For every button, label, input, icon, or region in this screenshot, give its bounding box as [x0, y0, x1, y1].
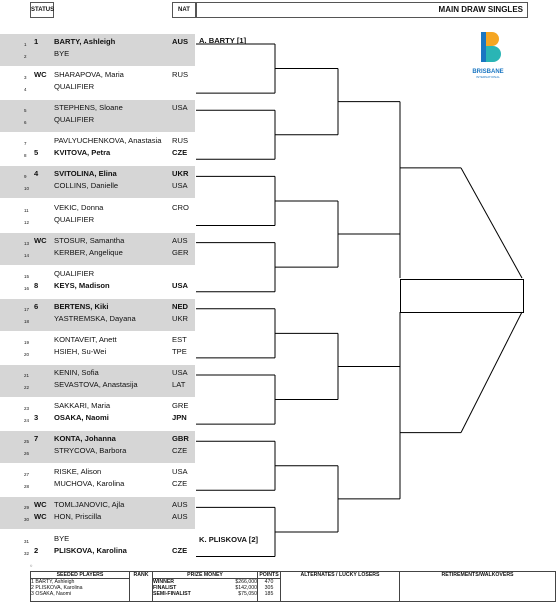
draw-number: 2	[24, 54, 27, 59]
draw-number: 13	[24, 240, 30, 246]
retirements-box: RETIREMENTS/WALKOVERS	[399, 571, 556, 602]
champion-box	[400, 279, 524, 313]
draw-number: 22	[24, 385, 30, 390]
player-name: SAKKARI, Maria	[54, 401, 111, 411]
player-name: KVITOVA, Petra	[54, 148, 111, 158]
draw-number: 14	[24, 252, 30, 258]
player-nat: USA	[172, 181, 188, 191]
draw-number: 4	[24, 87, 27, 93]
draw-number: 5	[24, 108, 27, 114]
player-name: STEPHENS, Sloane	[54, 103, 123, 113]
player-nat: AUS	[172, 512, 188, 522]
logo-word: BRISBANE	[472, 69, 504, 75]
player-name: VEKIC, Donna	[54, 202, 104, 212]
draw-number: 21	[24, 373, 30, 378]
player-name: STOSUR, Samantha	[54, 235, 125, 245]
entry-status: WC	[34, 500, 47, 510]
draw-number: 18	[24, 318, 30, 324]
player-nat: JPN	[172, 413, 187, 423]
player-name: BERTENS, Kiki	[54, 301, 109, 311]
player-name: COLLINS, Danielle	[54, 181, 119, 191]
player-nat: EST	[172, 334, 187, 344]
draw-number: 26	[24, 451, 30, 457]
player-name: TOMLJANOVIC, Ajla	[54, 500, 125, 510]
player-nat: USA	[172, 103, 188, 113]
draw-number: 24	[24, 418, 30, 424]
draw-number: 17	[24, 306, 30, 312]
player-nat: CZE	[172, 545, 188, 555]
player-name: RISKE, Alison	[54, 467, 102, 477]
draw-number: 20	[24, 351, 30, 357]
player-nat: TPE	[172, 346, 187, 356]
draw-number: 30	[24, 517, 30, 523]
points-title: POINTS	[259, 572, 279, 578]
player-name: KONTAVEIT, Anett	[54, 334, 117, 344]
draw-number: 1	[24, 42, 27, 47]
prize-row-3: SEMI-FINALIST $75,050	[153, 591, 257, 597]
draw-number: 23	[24, 406, 30, 412]
player-name: PLISKOVA, Karolina	[54, 545, 127, 555]
player-name: STRYCOVA, Barbora	[54, 446, 127, 456]
bracket-line	[461, 312, 522, 433]
player-name: BYE	[54, 533, 70, 543]
draw-number: 8	[24, 153, 27, 159]
seed-row-1: 1 BARTY, Ashleigh	[31, 579, 75, 585]
player-name: KONTA, Johanna	[54, 434, 116, 444]
player-name: SHARAPOVA, Maria	[54, 70, 124, 80]
entry-status: WC	[34, 70, 47, 80]
draw-number: 31	[24, 538, 30, 544]
advance-bottom: K. PLISKOVA [2]	[199, 535, 259, 544]
seeded-title: SEEDED PLAYERS	[31, 572, 129, 579]
player-name: QUALIFIER	[54, 214, 95, 224]
player-nat: USA	[172, 280, 189, 290]
seed-number: 8	[34, 280, 39, 290]
prize-row-2: FINALIST $142,000	[153, 585, 257, 591]
player-nat: RUS	[172, 70, 189, 80]
seed-number: 2	[34, 545, 39, 555]
seed-number: 1	[34, 37, 39, 46]
player-nat: USA	[172, 467, 188, 477]
prize-box	[152, 571, 258, 602]
seed-row-2: 2 PLISKOVA, Karolina	[31, 585, 83, 591]
draw-number: 32	[24, 550, 30, 556]
player-nat: GBR	[172, 434, 189, 444]
player-nat: AUS	[172, 235, 188, 245]
draw-number: 27	[24, 472, 30, 478]
bracket-line	[461, 168, 522, 278]
player-name: BYE	[54, 49, 70, 58]
player-nat: AUS	[172, 37, 189, 46]
draw-number: 3	[24, 75, 27, 81]
seed-number: 7	[34, 434, 39, 444]
draw-number: 19	[24, 339, 30, 345]
player-name: QUALIFIER	[54, 268, 95, 278]
pts-3: 185	[264, 591, 274, 597]
player-nat: AUS	[172, 500, 188, 510]
player-name: KERBER, Angelique	[54, 247, 123, 257]
player-name: HSIEH, Su-Wei	[54, 346, 107, 356]
entry-status: WC	[34, 512, 47, 522]
player-nat: UKR	[172, 169, 189, 179]
seed-number: 6	[34, 301, 39, 311]
seeded-box	[30, 571, 130, 602]
draw-number: 29	[24, 505, 30, 511]
player-name: HON, Priscilla	[54, 512, 102, 522]
player-nat: GER	[172, 247, 189, 257]
player-name: OSAKA, Naomi	[54, 413, 109, 423]
draw-number: 16	[24, 285, 30, 291]
player-name: MUCHOVA, Karolina	[54, 479, 125, 489]
seed-row-3: 3 OSAKA, Naomi	[31, 591, 72, 597]
seed-number: 4	[34, 169, 39, 179]
player-name: SEVASTOVA, Anastasija	[54, 380, 138, 389]
player-nat: CRO	[172, 202, 189, 212]
draw-number: 25	[24, 439, 30, 445]
prize-title: PRIZE MONEY	[153, 572, 257, 579]
draw-number: 11	[24, 207, 29, 213]
copyright-line: ©	[30, 564, 33, 568]
draw-number: 7	[24, 141, 27, 147]
nat-column-header: NAT	[172, 2, 196, 18]
player-nat: GRE	[172, 401, 189, 411]
advance-top: A. BARTY [1]	[199, 36, 247, 45]
player-name: YASTREMSKA, Dayana	[54, 313, 136, 323]
footer-table	[30, 571, 558, 600]
player-nat: USA	[172, 368, 188, 377]
player-nat: LAT	[172, 380, 186, 389]
draw-number: 6	[24, 120, 27, 126]
player-name: KEYS, Madison	[54, 280, 110, 290]
rank-col: RANK	[129, 571, 153, 602]
pts-2: 305	[264, 585, 274, 591]
points-box	[257, 571, 281, 602]
player-nat: UKR	[172, 313, 189, 323]
status-column-header: STATUS	[30, 2, 54, 18]
alternates-box: ALTERNATES / LUCKY LOSERS	[280, 571, 400, 602]
draw-title: MAIN DRAW SINGLES	[196, 2, 528, 18]
draw-number: 10	[24, 186, 30, 192]
player-nat: RUS	[172, 136, 189, 146]
draw-number: 15	[24, 273, 30, 279]
player-nat: NED	[172, 301, 189, 311]
draw-number: 9	[24, 174, 27, 180]
seed-number: 3	[34, 413, 39, 423]
player-nat: CZE	[172, 148, 188, 158]
player-nat: CZE	[172, 446, 188, 456]
player-nat: CZE	[172, 479, 188, 489]
player-name: PAVLYUCHENKOVA, Anastasia	[54, 136, 162, 146]
player-name: SVITOLINA, Elina	[54, 169, 117, 179]
prize-row-1: WINNER $266,000	[153, 579, 257, 585]
draw-number: 28	[24, 484, 30, 490]
player-name: QUALIFIER	[54, 82, 95, 92]
player-name: QUALIFIER	[54, 115, 95, 125]
player-name: KENIN, Sofia	[54, 368, 99, 377]
logo-sub: INTERNATIONAL	[476, 75, 500, 79]
pts-1: 470	[264, 579, 274, 585]
seed-number: 5	[34, 148, 39, 158]
player-name: BARTY, Ashleigh	[54, 37, 116, 46]
entry-status: WC	[34, 235, 47, 245]
draw-number: 12	[24, 219, 30, 225]
